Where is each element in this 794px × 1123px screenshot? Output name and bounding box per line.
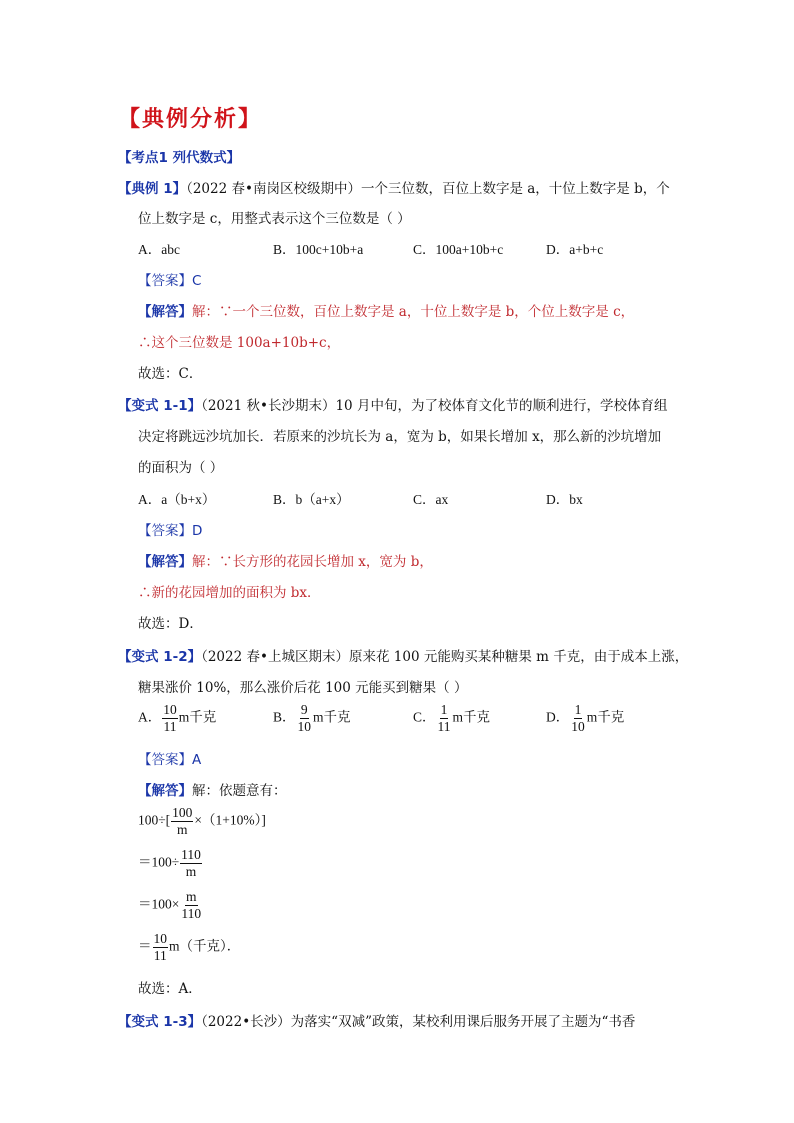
analysis-line1: [138, 300, 634, 320]
conclusion: 故选：D．: [138, 616, 203, 632]
option-letter: C．: [413, 709, 436, 725]
step-prefix: 100÷[: [138, 812, 171, 828]
denominator: m: [185, 864, 197, 879]
source: （2022 春•上城区期末）: [201, 649, 349, 665]
analysis-line2: ∴新的花园增加的面积为 bx．: [138, 585, 321, 601]
answer: 【答案】D: [138, 523, 203, 539]
solution-step-1: [138, 805, 266, 838]
option-b: B．b（a+x）: [273, 492, 350, 507]
option-c: C．100a+10b+c: [413, 242, 504, 257]
analysis-line1: [138, 550, 433, 570]
option-d: D．a+b+c: [546, 242, 604, 257]
option-d: [546, 702, 624, 735]
step-prefix: ＝100×: [138, 896, 180, 912]
analysis-tag: 【解答】: [138, 304, 192, 320]
variant-1-2-question-line1: [118, 645, 688, 665]
option-a: A．abc: [138, 242, 180, 257]
fraction: [570, 702, 586, 735]
variant-1-2-question-line2: 糖果涨价 10%，那么涨价后花 100 元能买到糖果（ ）: [138, 680, 468, 696]
section-label: 【考点1 列代数式】: [118, 150, 241, 166]
fraction: [162, 702, 178, 735]
option-b: B．100c+10b+a: [273, 242, 364, 257]
analysis-line1: [138, 779, 287, 799]
denominator: 110: [181, 906, 202, 921]
analysis-text: 解：∵一个三位数，百位上数字是 a，十位上数字是 b，个位上数字是 c，: [192, 304, 635, 320]
variant-1-3-question-line1: [118, 1010, 635, 1030]
solution-step-4: [138, 931, 240, 964]
option-d: D．bx: [546, 492, 583, 507]
numerator: 9: [300, 702, 308, 717]
numerator: 10: [163, 702, 177, 717]
fraction: [171, 805, 193, 838]
denominator: 10: [571, 719, 585, 734]
option-a: [138, 702, 216, 735]
denominator: 11: [153, 948, 167, 963]
numerator: 100: [172, 805, 193, 820]
variant-tag: 【变式 1-3】: [118, 1014, 202, 1030]
numerator: 10: [153, 931, 167, 946]
analysis-tag: 【解答】: [138, 554, 192, 570]
fraction: [180, 847, 202, 880]
question-text: 原来花 100 元能购买某种糖果 m 千克，由于成本上涨，: [348, 649, 689, 665]
analysis-text: 解：∵长方形的花园长增加 x，宽为 b，: [192, 554, 433, 570]
question-text: 10 月中旬，为了校体育文化节的顺利进行，学校体育组: [335, 398, 668, 414]
source: （2021 秋•长沙期末）: [201, 398, 336, 414]
question-text: 为落实“双减”政策，某校利用课后服务开展了主题为“书香: [290, 1014, 636, 1030]
variant-tag: 【变式 1-1】: [118, 398, 202, 414]
option-a: A．a（b+x）: [138, 492, 216, 507]
step-suffix: ×（1+10%）]: [194, 812, 266, 828]
denominator: 11: [437, 719, 451, 734]
variant-1-1-question-line1: [118, 394, 667, 414]
conclusion: 故选：C．: [138, 366, 203, 382]
numerator: 1: [574, 702, 582, 717]
example-1-question-line1: [118, 177, 670, 197]
question-text: 一个三位数，百位上数字是 a，十位上数字是 b，个: [360, 181, 670, 197]
option-letter: D．: [546, 709, 570, 725]
analysis-text: 解：依题意有：: [192, 783, 287, 799]
variant-1-1-question-line2: 决定将跳远沙坑加长．若原来的沙坑长为 a，宽为 b，如果长增加 x，那么新的沙坑增加: [138, 429, 662, 445]
option-suffix: m千克: [313, 709, 351, 725]
option-suffix: m千克: [452, 709, 491, 725]
variant-tag: 【变式 1-2】: [118, 649, 202, 665]
answer: 【答案】C: [138, 273, 202, 289]
variant-1-1-question-line3: 的面积为（ ）: [138, 460, 224, 476]
fraction: [297, 702, 313, 735]
source: （2022 春•南岗区校级期中）: [186, 181, 361, 197]
option-suffix: m千克: [178, 709, 217, 725]
solution-step-3: [138, 889, 203, 922]
option-letter: A．: [138, 709, 162, 725]
conclusion: 故选：A．: [138, 981, 202, 997]
solution-step-2: [138, 847, 203, 880]
option-letter: B．: [273, 709, 296, 725]
example-1-question-line2: 位上数字是 c，用整式表示这个三位数是（ ）: [138, 211, 411, 227]
option-suffix: m千克: [586, 709, 625, 725]
step-suffix: m（千克）．: [169, 938, 241, 954]
analysis-line2: ∴这个三位数是 100a+10b+c，: [138, 335, 341, 351]
page-title: 【典例分析】: [118, 106, 263, 132]
step-prefix: ＝100÷: [138, 854, 180, 870]
option-c: [413, 702, 490, 735]
option-b: [273, 702, 351, 735]
numerator: m: [185, 889, 197, 904]
step-prefix: ＝: [138, 938, 152, 954]
example-tag: 【典例 1】: [118, 181, 187, 197]
denominator: 11: [163, 719, 177, 734]
answer: 【答案】A: [138, 752, 202, 768]
fraction: [180, 889, 202, 922]
denominator: 10: [297, 719, 312, 734]
numerator: 110: [181, 847, 201, 862]
fraction: [437, 702, 452, 735]
analysis-tag: 【解答】: [138, 783, 192, 799]
denominator: m: [177, 822, 188, 837]
source: （2022•长沙）: [201, 1014, 291, 1030]
fraction: [153, 931, 169, 964]
numerator: 1: [440, 702, 448, 717]
option-c: C．ax: [413, 492, 449, 507]
